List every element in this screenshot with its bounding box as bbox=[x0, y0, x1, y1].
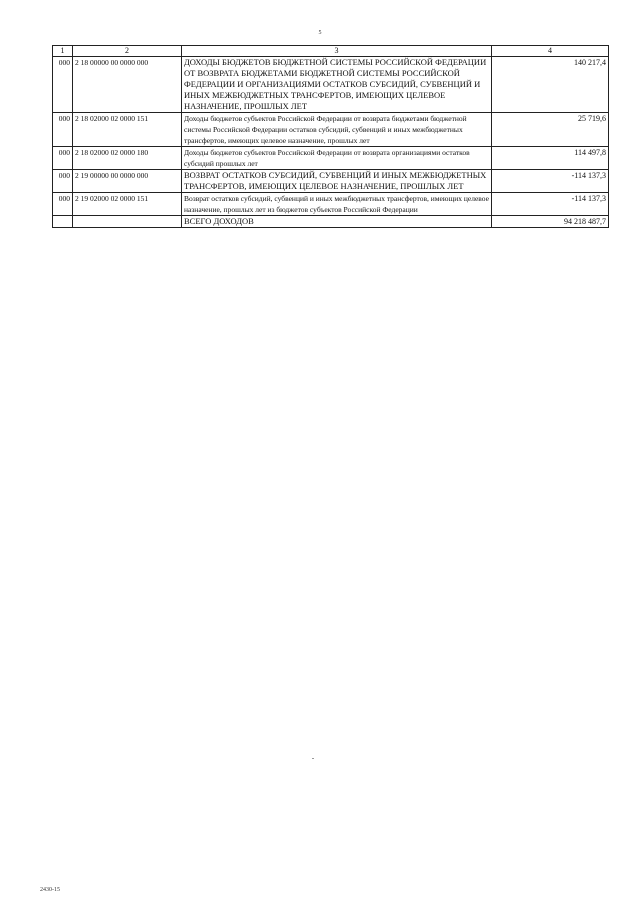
revenue-name: Доходы бюджетов субъектов Российской Федерации от возврата бюджетами бюджетной системы Российской Федерации остатков субсидий, субвенций и иных межбюджетных трансфертов, имеющих целевое назначение, прошлых лет bbox=[182, 113, 492, 147]
revenue-name: Доходы бюджетов субъектов Российской Федерации от возврата организациями остатков субсидий прошлых лет bbox=[182, 147, 492, 170]
page-number: 5 bbox=[318, 30, 322, 36]
revenue-name: ДОХОДЫ БЮДЖЕТОВ БЮДЖЕТНОЙ СИСТЕМЫ РОССИЙСКОЙ ФЕДЕРАЦИИ ОТ ВОЗВРАТА БЮДЖЕТАМИ БЮДЖЕТНОЙ СИСТЕМЫ РОССИЙСКОЙ ФЕДЕРАЦИИ И ОРГАНИЗАЦИЯМИ ОСТАТКОВ СУБСИДИЙ, СУБВЕНЦИЙ И ИНЫХ МЕЖБЮДЖЕТНЫХ ТРАНСФЕРТОВ, ИМЕЮЩИХ ЦЕЛЕВОЕ НАЗНАЧЕНИЕ, ПРОШЛЫХ ЛЕТ bbox=[182, 57, 492, 113]
header-col-1: 1 bbox=[53, 46, 73, 57]
admin-code: 000 bbox=[53, 170, 73, 193]
admin-code: 000 bbox=[53, 147, 73, 170]
table-row bbox=[53, 170, 609, 193]
header-col-3: 3 bbox=[182, 46, 492, 57]
budget-code: 2 18 00000 00 0000 000 bbox=[73, 57, 182, 113]
amount: 25 719,6 bbox=[492, 113, 609, 147]
table-row bbox=[53, 57, 609, 113]
budget-code: 2 18 02000 02 0000 151 bbox=[73, 113, 182, 147]
table-row bbox=[53, 193, 609, 216]
admin-code: 000 bbox=[53, 57, 73, 113]
empty-cell bbox=[73, 216, 182, 228]
amount: -114 137,3 bbox=[492, 170, 609, 193]
total-amount: 94 218 487,7 bbox=[492, 216, 609, 228]
budget-code: 2 19 00000 00 0000 000 bbox=[73, 170, 182, 193]
admin-code: 000 bbox=[53, 193, 73, 216]
amount: -114 137,3 bbox=[492, 193, 609, 216]
table-header bbox=[53, 46, 609, 57]
budget-code: 2 18 02000 02 0000 180 bbox=[73, 147, 182, 170]
header-col-4: 4 bbox=[492, 46, 609, 57]
revenue-table bbox=[52, 45, 609, 228]
scan-speck bbox=[312, 758, 314, 759]
header-col-2: 2 bbox=[73, 46, 182, 57]
revenue-name: ВОЗВРАТ ОСТАТКОВ СУБСИДИЙ, СУБВЕНЦИЙ И ИНЫХ МЕЖБЮДЖЕТНЫХ ТРАНСФЕРТОВ, ИМЕЮЩИХ ЦЕЛЕВОЕ НАЗНАЧЕНИЕ, ПРОШЛЫХ ЛЕТ bbox=[182, 170, 492, 193]
total-label: ВСЕГО ДОХОДОВ bbox=[182, 216, 492, 228]
total-row bbox=[53, 216, 609, 228]
table-row bbox=[53, 147, 609, 170]
amount: 140 217,4 bbox=[492, 57, 609, 113]
revenue-name: Возврат остатков субсидий, субвенций и иных межбюджетных трансфертов, имеющих целевое назначение, прошлых лет из бюджетов субъектов Российской Федерации bbox=[182, 193, 492, 216]
admin-code: 000 bbox=[53, 113, 73, 147]
empty-cell bbox=[53, 216, 73, 228]
table-row bbox=[53, 113, 609, 147]
document-footer-code: 2430-15 bbox=[40, 887, 60, 893]
amount: 114 497,8 bbox=[492, 147, 609, 170]
budget-code: 2 19 02000 02 0000 151 bbox=[73, 193, 182, 216]
